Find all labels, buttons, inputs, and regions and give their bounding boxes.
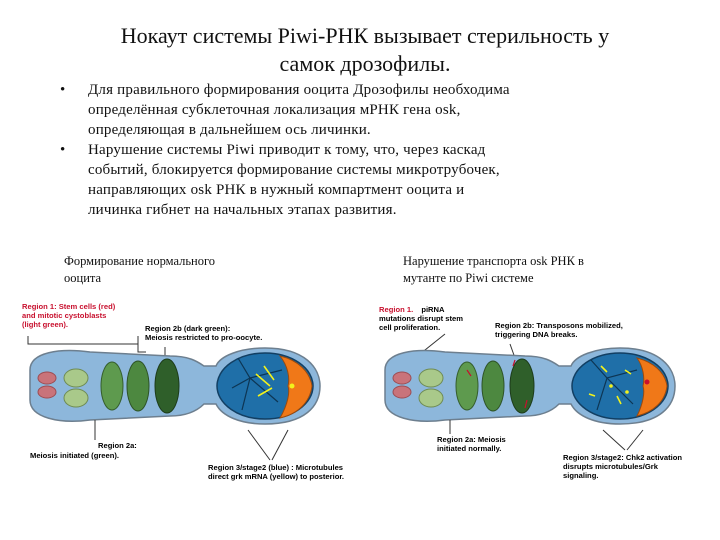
region3-arrow <box>272 430 288 460</box>
chk2-dot <box>645 380 650 385</box>
region2b-label: Region 2b: Transposons mobilized, triggering DNA breaks. <box>495 321 623 339</box>
bullet-line: направляющих osk РНК в нужный компартмент ооцита и <box>88 182 465 198</box>
region1-label: Region 1. piRNA mutations disrupt stem cell proliferation. <box>379 305 463 332</box>
meiosis-cyst-icon <box>456 362 478 410</box>
region2a-label: Region 2a: Meiosis initiated normally. <box>437 435 506 453</box>
bullet-line: Нарушение системы Piwi приводит к тому, что, через каскад <box>88 142 486 158</box>
meiosis-cyst-icon <box>101 362 123 410</box>
cystoblast-icon <box>64 389 88 407</box>
grk-mrna-dot <box>290 384 295 389</box>
region2b-label: Region 2b (dark green): Meiosis restricted to pro-oocyte. <box>145 324 263 342</box>
region3-arrow <box>603 430 625 450</box>
slide-title <box>40 22 690 78</box>
grk-mrna-dot <box>625 390 629 394</box>
pro-oocyte-cyst-icon <box>155 359 179 413</box>
cystoblast-icon <box>419 389 443 407</box>
stem-cell-icon <box>393 372 411 384</box>
pro-oocyte-cyst-icon <box>510 359 534 413</box>
region3-label: Region 3/stage2: Chk2 activation disrupts microtubules/Grk signaling. <box>563 453 683 480</box>
meiosis-cyst-icon <box>127 361 149 411</box>
bullet-line: Для правильного формирования ооцита Дрозофилы необходима <box>88 82 510 98</box>
slide-title-line-2: самок дрозофилы. <box>279 51 451 76</box>
caption-line: мутанте по Piwi системе <box>403 271 534 285</box>
cystoblast-icon <box>419 369 443 387</box>
stem-cell-icon <box>38 386 56 398</box>
bullet-line: событий, блокируется формирование системы микротрубочек, <box>88 162 500 178</box>
bullet-line: определяющая в дальнейшем ось личинки. <box>88 122 371 138</box>
bullet-item-piwi-disruption <box>58 140 668 220</box>
region1-label: Region 1: Stem cells (red) and mitotic cystoblasts (light green). <box>22 302 116 329</box>
caption-normal-oocyte <box>64 253 284 287</box>
region3-arrow <box>248 430 270 460</box>
region2b-bracket <box>138 344 146 352</box>
bullet-line: определённая субклеточная локализация мРНК гена osk, <box>88 102 461 118</box>
piwi-mutant-germarium-diagram <box>375 300 705 490</box>
region3-label: Region 3/stage2 (blue) : Microtubules direct grk mRNA (yellow) to posterior. <box>208 463 345 481</box>
bullet-list <box>58 80 668 220</box>
bullet-marker: • <box>60 82 66 98</box>
bullet-marker: • <box>60 142 66 158</box>
bullet-line: личинка гибнет на начальных этапах развития. <box>88 202 397 218</box>
caption-piwi-mutant <box>403 253 653 287</box>
cystoblast-icon <box>64 369 88 387</box>
stem-cell-icon <box>393 386 411 398</box>
normal-germarium-diagram <box>20 300 350 490</box>
region3-arrow <box>627 430 643 450</box>
grk-mrna-dot <box>609 384 613 388</box>
meiosis-cyst-icon <box>482 361 504 411</box>
stem-cell-icon <box>38 372 56 384</box>
region2a-label: Region 2a: Meiosis initiated (green). <box>30 441 137 460</box>
bullet-item-osk-localization <box>58 80 668 140</box>
caption-line: Нарушение транспорта osk РНК в <box>403 254 584 268</box>
caption-line: ооцита <box>64 271 102 285</box>
caption-line: Формирование нормального <box>64 254 216 268</box>
region1-bracket <box>28 336 138 344</box>
slide-title-line-1: Нокаут системы Piwi-РНК вызывает стерильность у <box>120 23 610 48</box>
